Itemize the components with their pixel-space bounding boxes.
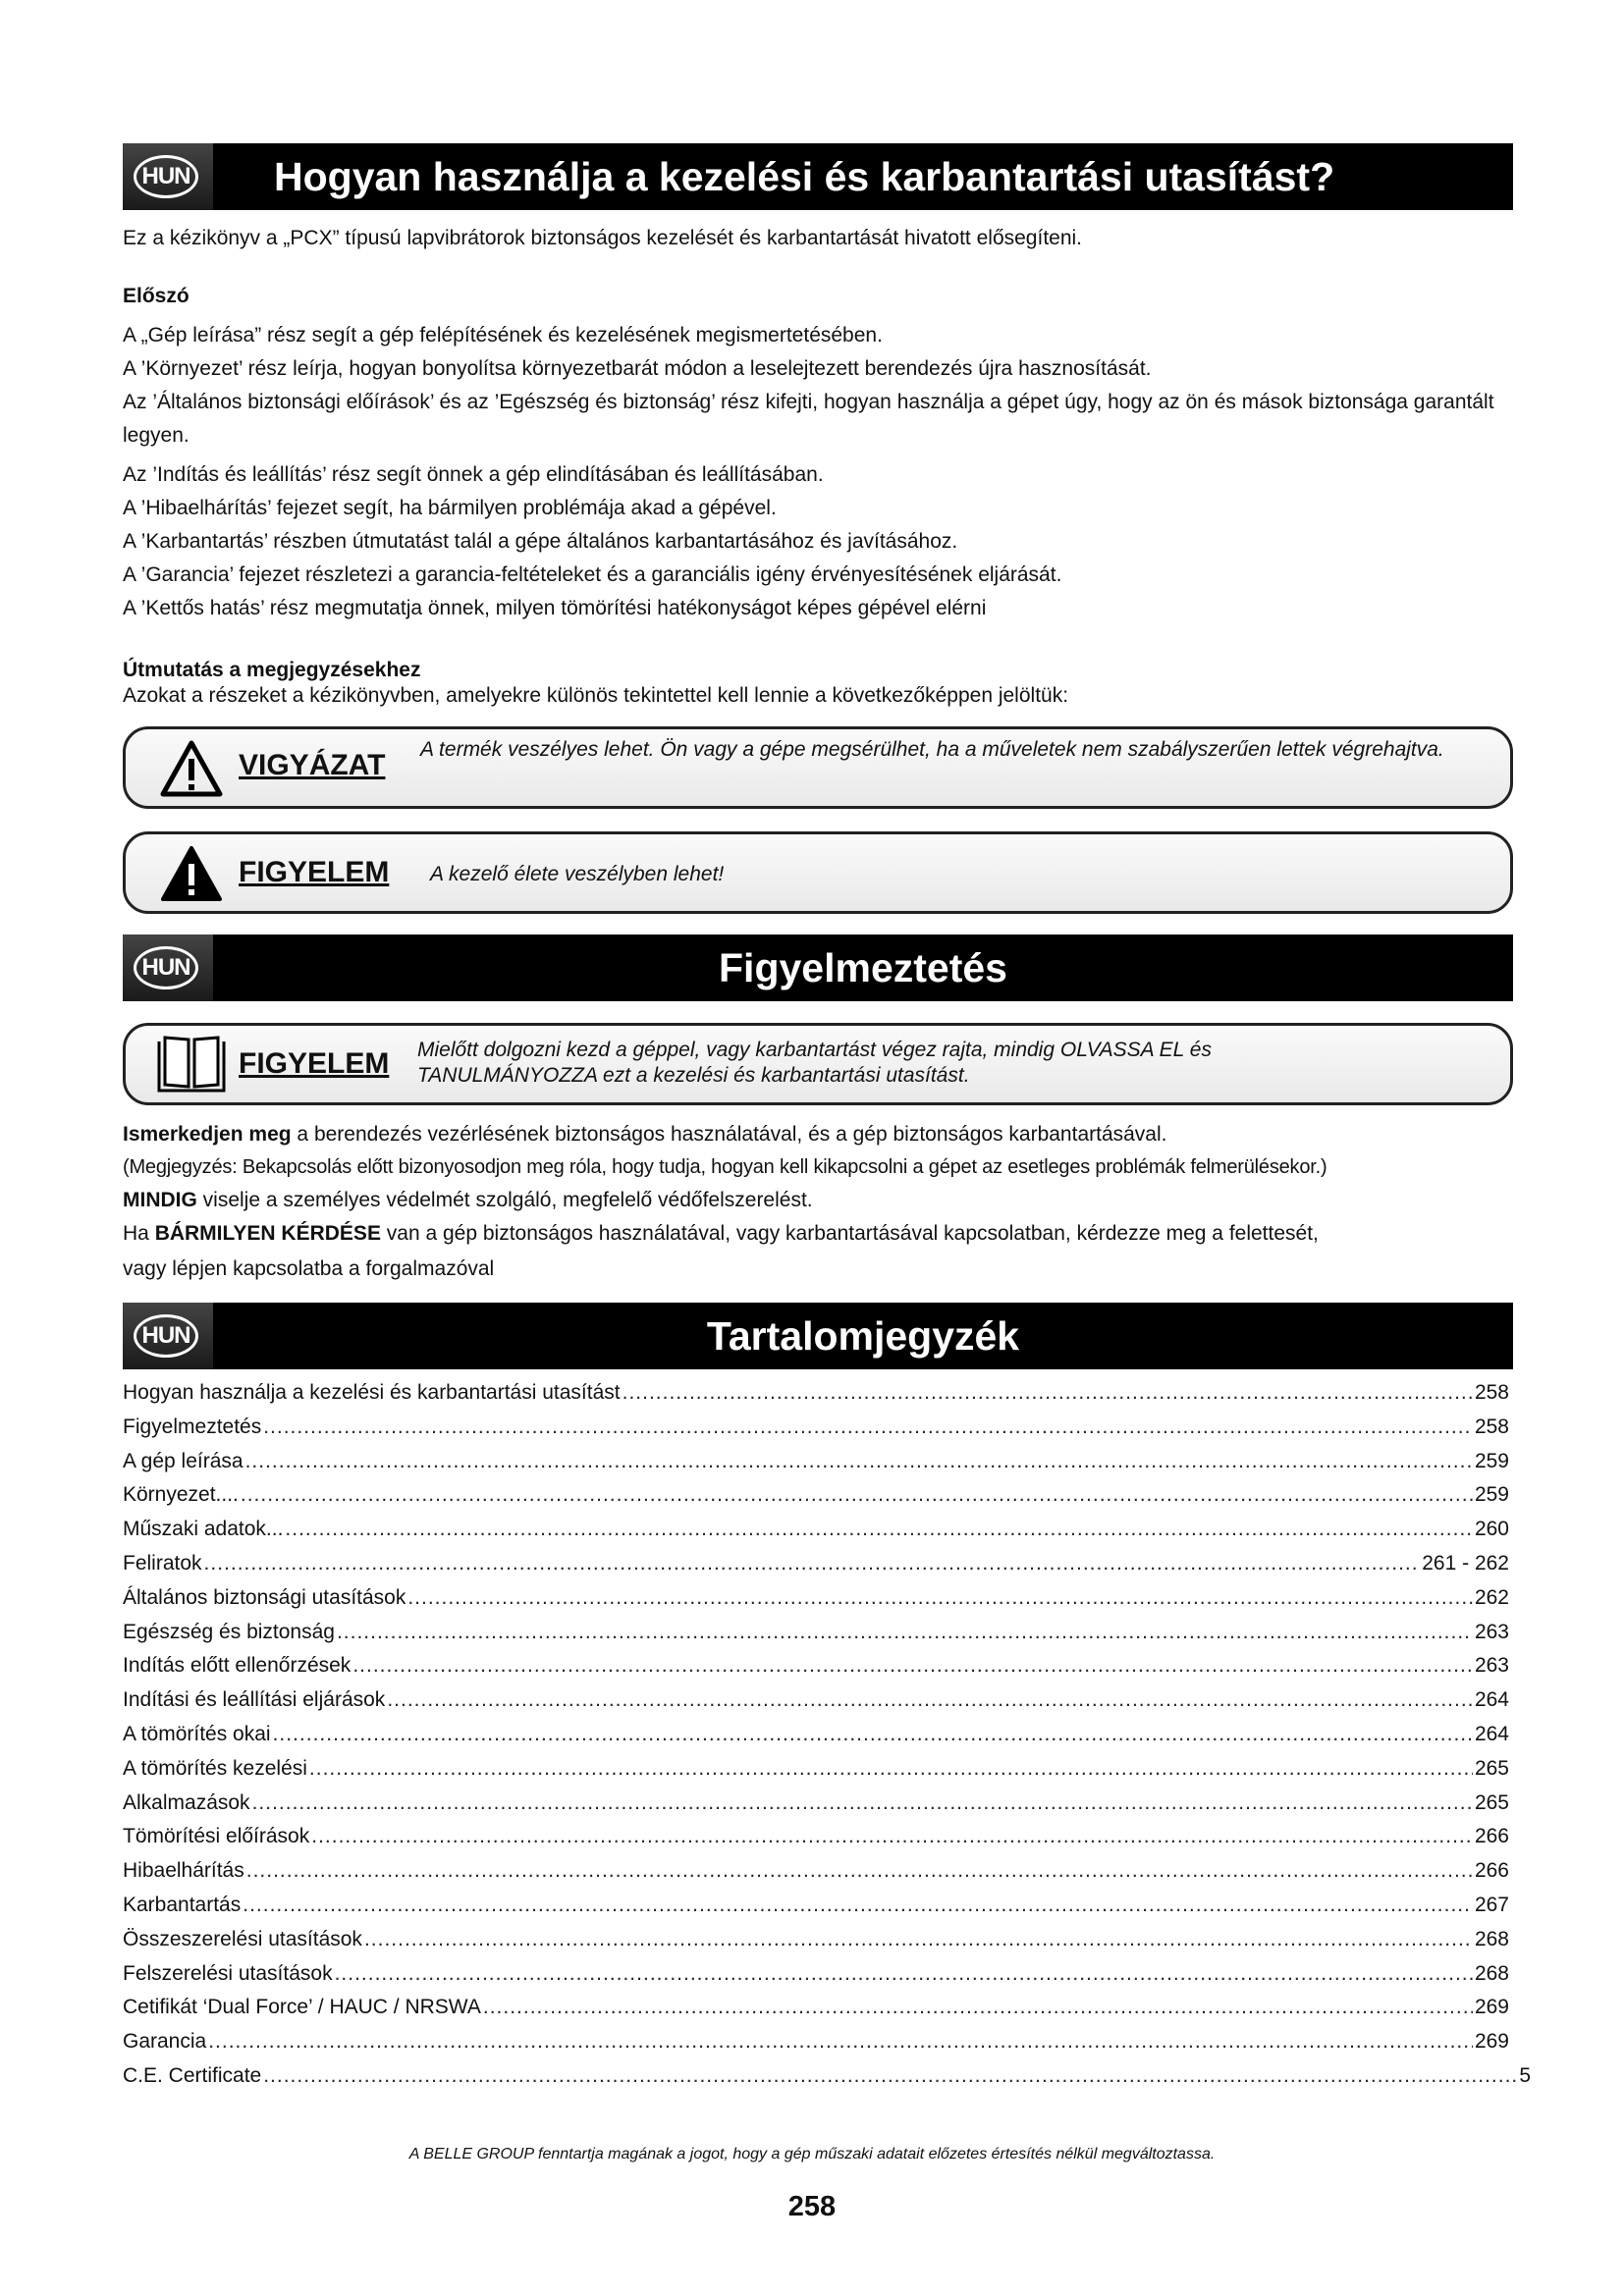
toc-label: Hogyan használja a kezelési és karbantartási utasítást [123, 1381, 621, 1404]
toc-entry[interactable] [123, 1552, 1509, 1586]
toc-entry[interactable] [123, 1996, 1509, 2030]
toc-label: Figyelmeztetés [123, 1415, 262, 1438]
book-icon [155, 1034, 228, 1096]
toc-page: 258 [1474, 1381, 1509, 1404]
notice-word: FIGYELEM [239, 1047, 390, 1080]
toc-entry[interactable] [123, 1757, 1509, 1791]
toc-label: A tömörítés kezelési [123, 1756, 307, 1780]
caution-word: VIGYÁZAT [239, 749, 386, 781]
toc-label: Cetifikát ‘Dual Force’ / HAUC / NRSWA [123, 1996, 481, 2019]
toc-entry[interactable] [123, 1483, 1509, 1518]
toc-entry[interactable] [123, 1621, 1509, 1655]
table-of-contents [123, 1381, 1531, 2099]
toc-page: 261 - 262 [1422, 1551, 1509, 1575]
toc-label: Összeszerelési utasítások [123, 1927, 362, 1950]
toc-entry[interactable] [123, 1894, 1509, 1928]
toc-page: 266 [1474, 1859, 1509, 1883]
toc-page: 259 [1474, 1483, 1509, 1507]
danger-text: A kezelő élete veszélyben lehet! [430, 863, 725, 885]
toc-page: 263 [1474, 1654, 1509, 1678]
toc-label: C.E. Certificate [123, 2063, 262, 2087]
paragraph-questions: Ha BÁRMILYEN KÉRDÉSE van a gép biztonságos használatával, vagy karbantartásával kapcsolatban, kérdezze meg a felettesét, [123, 1222, 1319, 1245]
section-banner-usage [123, 143, 1513, 210]
foreword-line: A ’Kettős hatás’ rész megmutatja önnek, milyen tömörítési hatékonyságot képes gépével elérni [123, 597, 987, 619]
warning-triangle-outline-icon [159, 739, 224, 798]
toc-page: 268 [1474, 1961, 1509, 1985]
toc-entry[interactable] [123, 1654, 1509, 1688]
language-badge: HUN [123, 143, 213, 210]
toc-page: 264 [1474, 1722, 1509, 1745]
toc-label: Garancia [123, 2030, 207, 2054]
toc-page: 5 [1519, 2063, 1531, 2087]
read-manual-box [123, 1023, 1513, 1105]
intro-text: Ez a kézikönyv a „PCX” típusú lapvibrátorok biztonságos kezelését és karbantartását hivatott elősegíteni. [123, 227, 1083, 249]
toc-entry[interactable] [123, 1586, 1509, 1621]
caution-text: A termék veszélyes lehet. Ön vagy a gépe megsérülhet, ha a műveletek nem szabályszerűen lettek végrehajtva. [420, 738, 1444, 761]
toc-entry[interactable] [123, 1962, 1509, 1997]
toc-entry[interactable] [123, 1518, 1509, 1552]
footer-note: A BELLE GROUP fenntartja magának a jogot, hogy a gép műszaki adatait előzetes értesítés nélkül megváltoztassa. [408, 2146, 1216, 2163]
toc-entry[interactable] [123, 1415, 1509, 1450]
paragraph-always: MINDIG viselje a személyes védelmét szolgáló, megfelelő védőfelszerelést. [123, 1189, 813, 1211]
toc-entry[interactable] [123, 1723, 1509, 1757]
toc-label: Általános biztonsági utasítások [123, 1585, 406, 1609]
foreword-line: A ’Garancia’ fejezet részletezi a garancia-feltételeket és a garanciális igény érvényesítésének eljárását. [123, 563, 1062, 586]
toc-page: 265 [1474, 1790, 1509, 1814]
section-title: Hogyan használja a kezelési és karbantartási utasítást? [274, 154, 1335, 199]
toc-label: Feliratok [123, 1551, 202, 1575]
toc-page: 258 [1474, 1415, 1509, 1438]
notes-intro: Azokat a részeket a kézikönyvben, amelyekre különös tekintettel kell lennie a következőképpen jelöltük: [123, 684, 1069, 707]
toc-label: Felszerelési utasítások [123, 1961, 333, 1985]
toc-label: Egészség és biztonság [123, 1620, 335, 1643]
section-banner-warning [123, 934, 1513, 1001]
toc-entry[interactable] [123, 1825, 1509, 1859]
notice-text: Mielőtt dolgozni kezd a géppel, vagy karbantartást végez rajta, mindig OLVASSA EL és TANULMÁNYOZZA ezt a kezelési és karbantartási utasítást. [417, 1039, 1212, 1087]
toc-label: Alkalmazások [123, 1790, 250, 1814]
notes-heading: Útmutatás a megjegyzésekhez [123, 659, 421, 681]
foreword-line: A ’Hibaelhárítás’ fejezet segít, ha bármilyen problémája akad a gépével. [123, 497, 777, 519]
toc-label: A tömörítés okai [123, 1722, 271, 1745]
toc-page: 262 [1474, 1585, 1509, 1609]
section-banner-contents [123, 1303, 1513, 1369]
paragraph-familiarize: Ismerkedjen meg a berendezés vezérlésének biztonságos használatával, és a gép biztonságos karbantartásával. [123, 1123, 1167, 1146]
toc-entry[interactable] [123, 1450, 1509, 1484]
toc-label: Környezet.... [123, 1483, 239, 1507]
toc-page: 259 [1474, 1449, 1509, 1472]
toc-page: 268 [1474, 1927, 1509, 1950]
toc-entry[interactable] [123, 2063, 1531, 2099]
toc-label: Hibaelhárítás [123, 1859, 244, 1883]
toc-label: Műszaki adatok... [123, 1518, 284, 1541]
danger-box [123, 831, 1513, 914]
section-title: Figyelmeztetés [719, 945, 1007, 990]
toc-entry[interactable] [123, 1688, 1509, 1723]
toc-label: Indítás előtt ellenőrzések [123, 1654, 352, 1678]
toc-page: 264 [1474, 1688, 1509, 1712]
warning-triangle-solid-icon [159, 844, 224, 903]
section-title: Tartalomjegyzék [706, 1313, 1020, 1359]
page-number: 258 [787, 2191, 837, 2222]
toc-page: 269 [1474, 2030, 1509, 2054]
foreword-line: Az ’Indítás és leállítás’ rész segít önnek a gép elindításában és leállításában. [123, 463, 824, 486]
paragraph-note: (Megjegyzés: Bekapcsolás előtt bizonyosodjon meg róla, hogy tudja, hogyan kell kikapcsolni a gépet az esetleges problémák felmerülésekor.) [123, 1156, 1327, 1178]
toc-page: 266 [1474, 1825, 1509, 1848]
toc-label: Indítási és leállítási eljárások [123, 1688, 386, 1712]
foreword-line: Az ’Általános biztonsági előírások’ és az ’Egészség és biztonság’ rész kifejti, hogyan használja a gépet úgy, hogy az ön és mások biztonsága garantált legyen. [123, 391, 1494, 447]
toc-page: 267 [1474, 1893, 1509, 1916]
foreword-line: A „Gép leírása” rész segít a gép felépítésének és kezelésének megismertetésében. [123, 324, 883, 347]
foreword-line: A ’Környezet’ rész leírja, hogyan bonyolítsa környezetbarát módon a leselejtezett berendezés újra hasznosítását. [123, 357, 1152, 380]
language-badge: HUN [123, 934, 213, 1001]
toc-page: 269 [1474, 1996, 1509, 2019]
toc-label: Karbantartás [123, 1893, 242, 1916]
toc-entry[interactable] [123, 2030, 1509, 2064]
toc-page: 263 [1474, 1620, 1509, 1643]
toc-entry[interactable] [123, 1859, 1509, 1894]
toc-entry[interactable] [123, 1791, 1509, 1826]
toc-page: 265 [1474, 1756, 1509, 1780]
language-badge: HUN [123, 1303, 213, 1369]
foreword-heading: Előszó [123, 285, 189, 307]
toc-label: A gép leírása [123, 1449, 244, 1472]
caution-box [123, 726, 1513, 809]
toc-entry[interactable] [123, 1381, 1509, 1415]
toc-label: Tömörítési előírások [123, 1825, 310, 1848]
danger-word: FIGYELEM [239, 856, 390, 888]
toc-page: 260 [1474, 1518, 1509, 1541]
toc-entry[interactable] [123, 1928, 1509, 1962]
paragraph-contact: vagy lépjen kapcsolatba a forgalmazóval [123, 1257, 495, 1280]
foreword-line: A ’Karbantartás’ részben útmutatást talál a gépe általános karbantartásához és javításához. [123, 530, 958, 553]
